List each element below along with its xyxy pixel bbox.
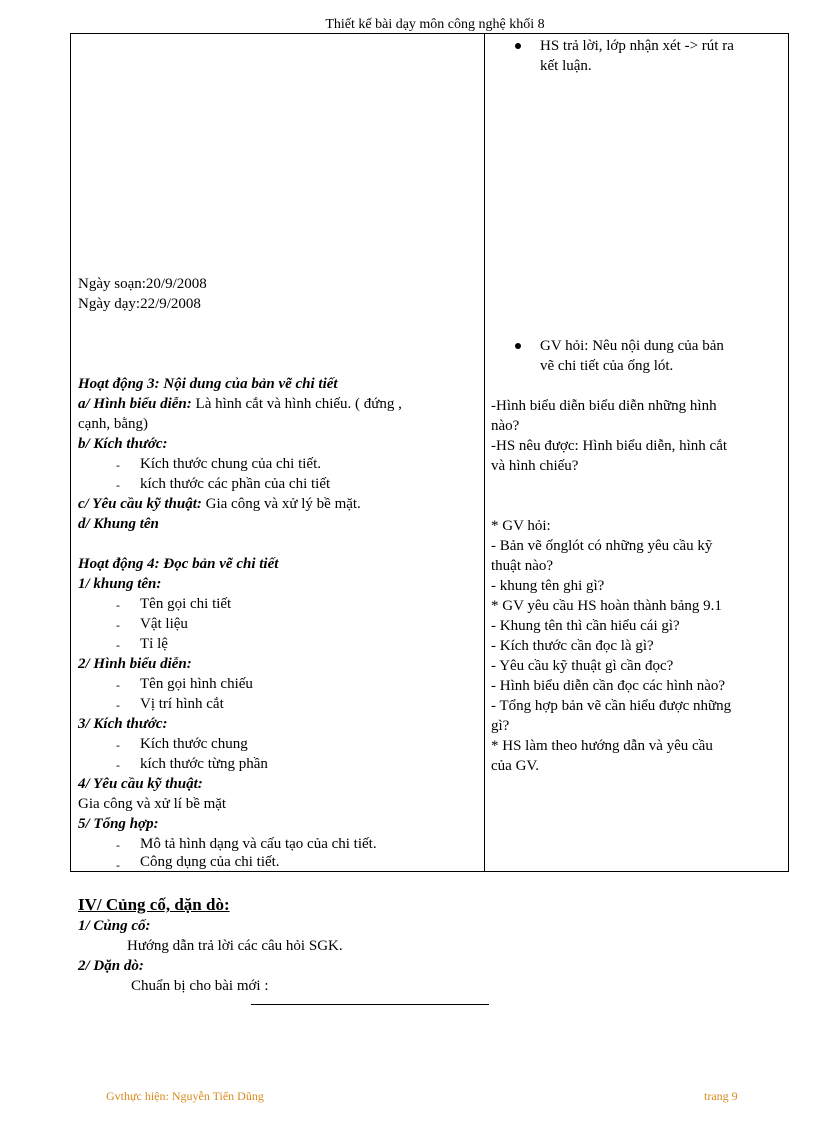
footer-author: Gvthực hiện: Nguyễn Tiến Dũng (106, 1089, 264, 1103)
dash-marker: - (116, 838, 120, 852)
dash-marker: - (116, 678, 120, 692)
dash-marker: - (116, 758, 120, 772)
bullet1-line: HS trả lời, lớp nhận xét -> rút ra (540, 38, 734, 54)
activity3-c (78, 494, 361, 514)
right-line: và hình chiếu? (491, 458, 579, 474)
dash-marker: - (116, 738, 120, 752)
activity3-b-label: b/ Kích thước: (78, 436, 168, 452)
activity4-s3-item: kích thước từng phần (140, 756, 268, 772)
table-column-divider (484, 33, 485, 872)
page-header: Thiết kế bài dạy môn công nghệ khối 8 (325, 17, 545, 32)
activity4-s2-item: Vị trí hình cắt (140, 696, 224, 712)
date-prepared: Ngày soạn:20/9/2008 (78, 276, 207, 292)
dash-marker: - (116, 638, 120, 652)
right-line: -Hình biểu diễn biểu diễn những hình (491, 398, 717, 414)
activity3-a-label: a/ Hình biểu diễn: (78, 396, 192, 412)
date-taught: Ngày dạy:22/9/2008 (78, 296, 201, 312)
activity3-b-item: kích thước các phần của chi tiết (140, 476, 331, 492)
activity4-s3-label: 3/ Kích thước: (78, 716, 168, 732)
consolidation-s2-text: Chuẩn bị cho bài mới : (131, 978, 269, 994)
dash-marker: - (116, 598, 120, 612)
footer-page-number: trang 9 (704, 1089, 738, 1103)
bullet-marker (515, 343, 521, 349)
activity3-a (78, 394, 402, 414)
bullet1-line: kết luận. (540, 58, 592, 74)
activity4-s4-text: Gia công và xử lí bề mặt (78, 796, 227, 812)
right-line: * GV yêu cầu HS hoàn thành bảng 9.1 (491, 598, 722, 614)
activity3-b-item: Kích thước chung của chi tiết. (140, 456, 322, 472)
activity4-s1-item: Tỉ lệ (140, 636, 168, 652)
right-line: - Kích thước cần đọc là gì? (491, 638, 654, 654)
bullet2-line: GV hỏi: Nêu nội dung của bản (540, 338, 724, 354)
bullet-marker (515, 43, 521, 49)
right-line: -HS nêu được: Hình biểu diễn, hình cắt (491, 438, 728, 454)
dash-marker: - (116, 618, 120, 632)
dash-marker: - (116, 478, 120, 492)
consolidation-s1-label: 1/ Củng cố: (78, 918, 151, 934)
right-line: * HS làm theo hướng dẫn và yêu cầu (491, 738, 713, 754)
activity4-s2-label: 2/ Hình biểu diễn: (78, 656, 192, 672)
right-line: - Bản vẽ ốnglót có những yêu cầu kỹ (491, 538, 713, 554)
activity4-s1-item: Tên gọi chi tiết (140, 596, 232, 612)
activity3-a-text2: cạnh, bằng) (78, 416, 148, 432)
right-line: - Hình biểu diễn cần đọc các hình nào? (491, 678, 726, 694)
activity4-s1-item: Vật liệu (140, 616, 188, 632)
right-line: nào? (491, 418, 520, 434)
consolidation-s1-text: Hướng dẫn trả lời các câu hỏi SGK. (127, 938, 343, 954)
right-line: của GV. (491, 758, 540, 774)
dash-marker: - (116, 698, 120, 712)
bullet2-line: vẽ chi tiết của ống lót. (540, 358, 674, 374)
right-line: - Yêu cầu kỹ thuật gì cần đọc? (491, 658, 674, 674)
consolidation-s2-label: 2/ Dặn dò: (78, 958, 144, 974)
right-line: - Tổng hợp bản vẽ cần hiểu được những (491, 698, 732, 714)
activity3-a-text: Là hình cắt và hình chiếu. ( đứng , (191, 396, 402, 412)
activity4-s5-label: 5/ Tổng hợp: (78, 816, 159, 832)
activity4-s2-item: Tên gọi hình chiếu (140, 676, 253, 692)
activity4-s3-item: Kích thước chung (140, 736, 248, 752)
end-rule (251, 1004, 489, 1005)
activity3-c-text: Gia công và xử lý bề mặt. (201, 496, 361, 512)
activity4-s5-item: Mô tả hình dạng và cấu tạo của chi tiết. (140, 836, 377, 852)
activity3-c-label: c/ Yêu cầu kỹ thuật: (78, 496, 202, 512)
activity3-d-label: d/ Khung tên (78, 516, 159, 532)
activity4-s1-label: 1/ khung tên: (78, 576, 162, 592)
activity3-title: Hoạt động 3: Nội dung của bản vẽ chi tiết (78, 376, 338, 392)
activity4-s4-label: 4/ Yêu cầu kỹ thuật: (78, 776, 203, 792)
right-line: * GV hỏi: (491, 518, 551, 534)
consolidation-title: IV/ Củng cố, dặn dò: (78, 895, 230, 914)
dash-marker: - (116, 458, 120, 472)
right-line: thuật nào? (491, 558, 554, 574)
right-line: - khung tên ghi gì? (491, 578, 605, 594)
activity4-title: Hoạt động 4: Đọc bản vẽ chi tiết (78, 556, 279, 572)
dash-marker: - (116, 858, 120, 872)
right-line: - Khung tên thì cần hiểu cái gì? (491, 618, 680, 634)
right-line: gì? (491, 718, 510, 734)
activity4-s5-item: Công dụng của chi tiết. (140, 854, 280, 870)
